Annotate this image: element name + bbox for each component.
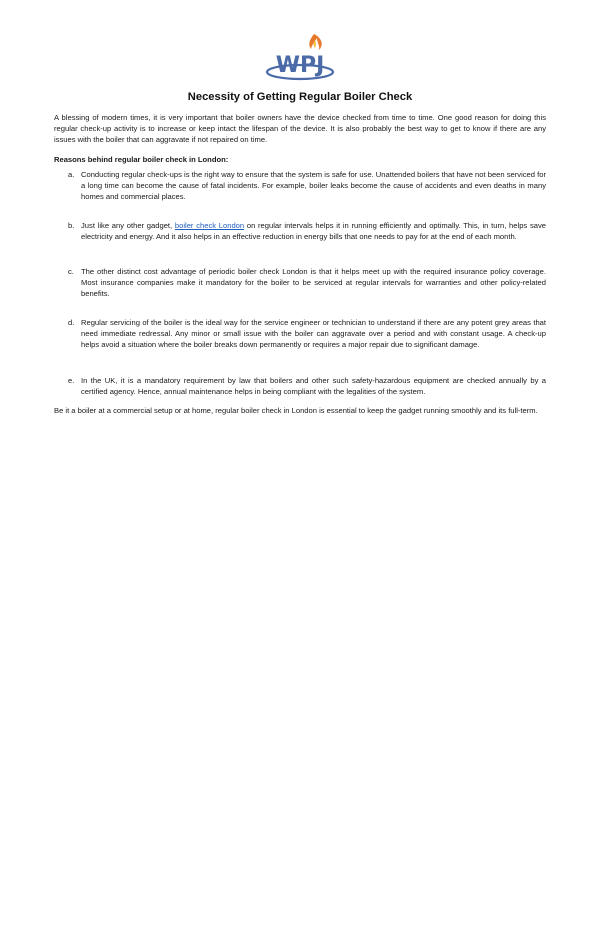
list-item-text: The other distinct cost advantage of periodic boiler check London is that it helps meet up with the required insurance policy coverage. Most insurance companies make it mandatory for the boiler to be serviced at regular intervals for warranties and other policy-related benefits. (81, 267, 546, 299)
list-marker: e. (68, 376, 75, 385)
list-item-text-before: Just like any other gadget, (81, 221, 175, 230)
intro-paragraph: A blessing of modern times, it is very important that boiler owners have the device checked from time to time. One good reason for doing this regular check-up activity is to increase or keep intact the lifespan of the device. It is also probably the best way to get to know if there are any issues with the boiler that can aggravate if not repaired on time. (54, 113, 546, 145)
list-item-text-after: on regular intervals helps it in running efficiently and optimally. This, in turn, helps save electricity and energy. And it also helps in an effective reduction in energy bills that one needs to pay for at the end of each month. (81, 221, 546, 242)
list-item (54, 220, 546, 242)
closing-paragraph: Be it a boiler at a commercial setup or at home, regular boiler check in London is essential to keep the gadget running smoothly and its full-term. (54, 406, 538, 415)
list-item-text (81, 220, 546, 242)
reasons-subheading: Reasons behind regular boiler check in London: (54, 155, 229, 164)
list-marker: b. (68, 221, 75, 230)
list-item (54, 169, 546, 203)
logo-text: WPJ (275, 53, 325, 78)
boiler-check-london-link[interactable]: boiler check London (174, 221, 245, 230)
list-marker: d. (68, 318, 75, 327)
document-title: Necessity of Getting Regular Boiler Check (187, 91, 413, 103)
list-item (54, 266, 546, 300)
list-marker: c. (68, 267, 74, 276)
list-marker: a. (68, 170, 75, 179)
list-item-text: Regular servicing of the boiler is the ideal way for the service engineer or technician to understand if there are any potent grey areas that need immediate redressal. Any minor or small issue with the boiler can aggravate over a period and with constant usage. A check-up helps avoid a situation where the boiler breaks down permanently or requires a major repair due to significant damage. (81, 318, 546, 350)
list-item-text: Conducting regular check-ups is the right way to ensure that the system is safe for use. Unattended boilers that have not been serviced for a long time can become the cause of fatal incidents. For example, boiler leaks become the cause of accidents and even deaths in many homes and commercial places. (81, 170, 546, 202)
wpj-logo (262, 28, 338, 84)
list-item (54, 375, 546, 397)
list-item-text: In the UK, it is a mandatory requirement by law that boilers and other such safety-hazardous equipment are checked annually by a certified agency. Hence, annual maintenance helps in being compliant with the legalities of the system. (81, 376, 546, 397)
list-item (54, 317, 546, 351)
